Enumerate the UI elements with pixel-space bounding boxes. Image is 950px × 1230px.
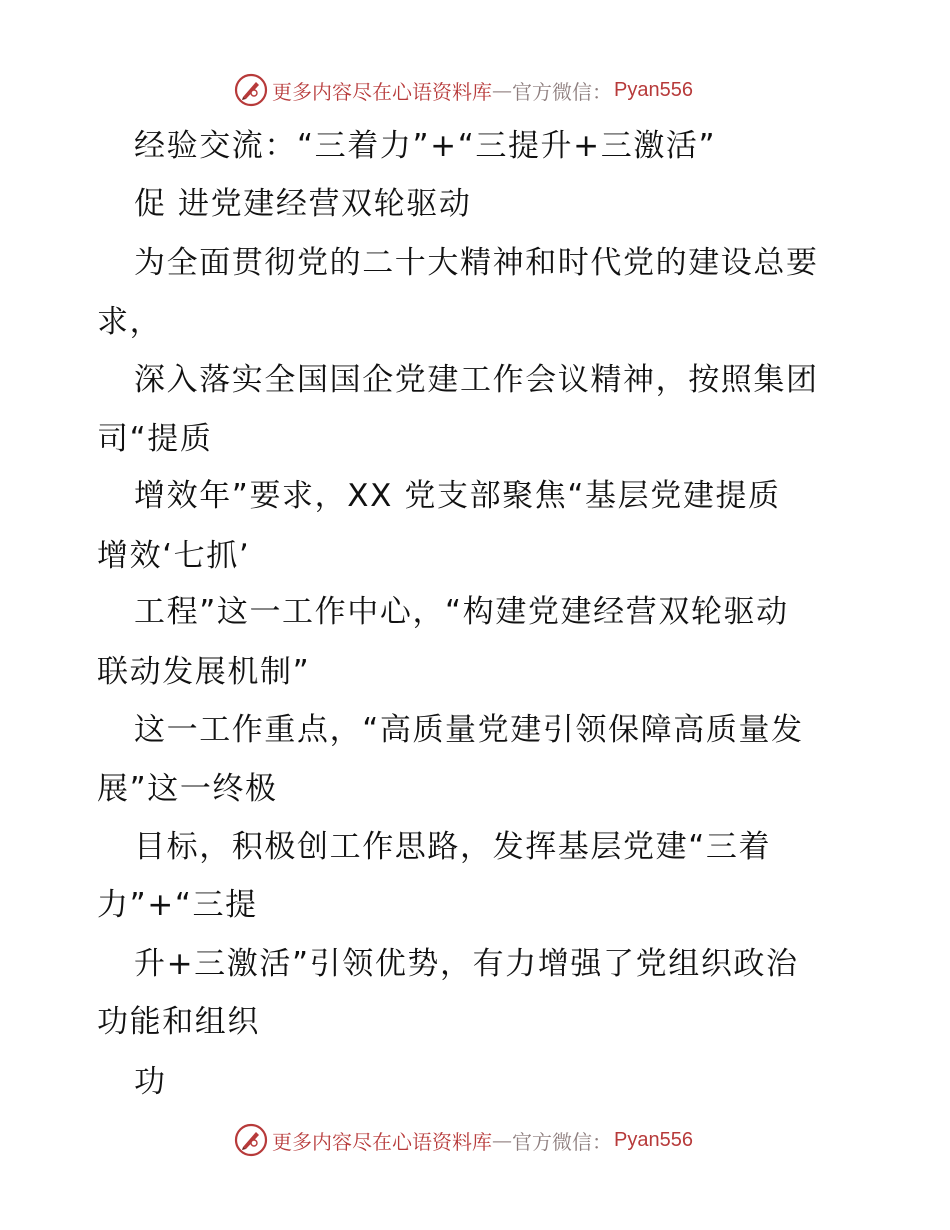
pen-logo-icon: [234, 73, 268, 107]
doc-line: 目标，积极创工作思路，发挥基层党建“三着: [134, 829, 772, 865]
doc-line: 工程”这一工作中心，“构建党建经营双轮驱动: [134, 594, 789, 630]
doc-line: 深入落实全国国企党建工作会议精神，按照集团: [134, 362, 819, 398]
banner-wechat-id: Pyan556: [614, 1128, 693, 1151]
banner-wechat-id: Pyan556: [614, 78, 693, 101]
doc-line: 力”+“三提: [97, 887, 258, 923]
banner-separator: —: [492, 1128, 512, 1152]
doc-line-title: 经验交流：“三着力”+“三提升+三激活”: [134, 128, 717, 164]
banner-official-label: 官方微信：: [512, 79, 612, 104]
doc-line: 增效年”要求，XX 党支部聚焦“基层党建提质: [134, 478, 781, 514]
doc-line: 司“提质: [97, 421, 213, 457]
doc-line: 展”这一终极: [97, 771, 278, 807]
doc-line-subtitle: 促 进党建经营双轮驱动: [134, 186, 472, 222]
pen-logo-icon: [234, 1123, 268, 1157]
doc-line: 升+三激活”引领优势，有力增强了党组织政治: [134, 946, 799, 982]
banner-official-label: 官方微信：: [512, 1129, 612, 1154]
header-banner: [234, 72, 693, 108]
doc-line: 功能和组织: [97, 1004, 260, 1040]
doc-line: 这一工作重点，“高质量党建引领保障高质量发: [134, 712, 804, 748]
doc-line: 功: [134, 1064, 167, 1100]
banner-brand-text: 更多内容尽在心语资料库: [272, 79, 492, 104]
doc-line: 为全面贯彻党的二十大精神和时代党的建设总要: [134, 245, 819, 281]
banner-brand-text: 更多内容尽在心语资料库: [272, 1129, 492, 1154]
banner-separator: —: [492, 78, 512, 102]
doc-line: 增效‘七抓’: [97, 538, 251, 574]
doc-line: 联动发展机制”: [97, 654, 311, 690]
footer-banner: [234, 1122, 693, 1158]
doc-line: 求，: [97, 304, 163, 340]
